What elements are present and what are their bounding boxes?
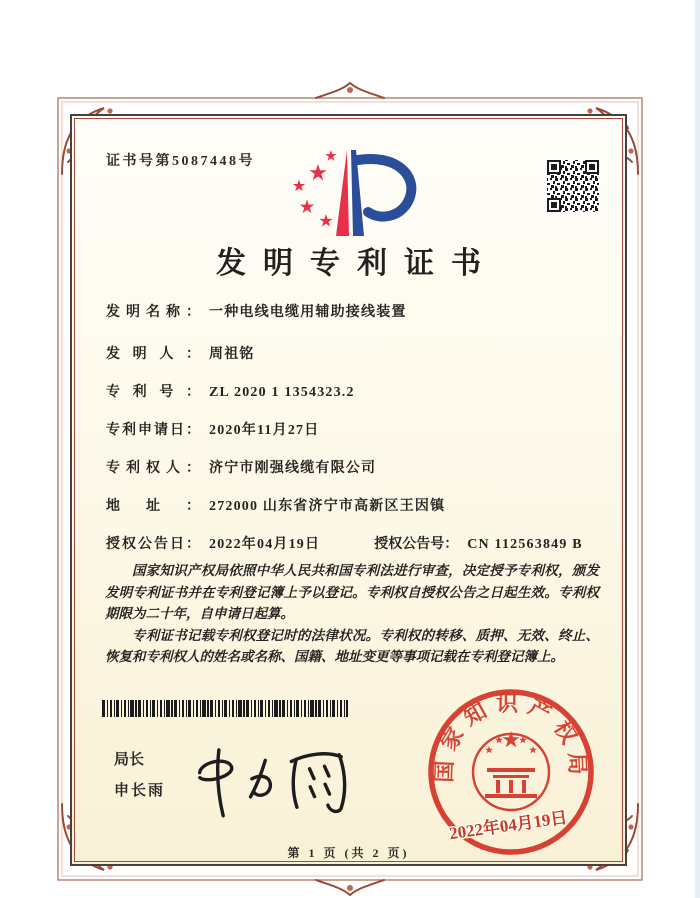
cnipa-logo-icon	[277, 144, 427, 240]
legal-paragraph-2: 专利证书记载专利权登记时的法律状况。专利权的转移、质押、无效、终止、恢复和专利权人的姓名或名称、国籍、地址变更等事项记载在专利登记簿上。	[105, 627, 599, 664]
field-value: 272000 山东省济宁市高新区王因镇	[209, 499, 446, 514]
national-emblem-icon	[473, 731, 549, 810]
certificate-number: 证书号第5087448号	[106, 154, 255, 169]
director-title: 局长	[114, 752, 145, 768]
field-label: 发明名称：	[106, 305, 200, 320]
field-row-inventor	[106, 345, 600, 365]
field-value: 济宁市刚强线缆有限公司	[209, 461, 377, 476]
field-list	[106, 303, 600, 573]
field-label: 专利申请日：	[106, 423, 200, 438]
field-label: 专利号：	[106, 385, 200, 400]
legal-paragraph-1: 国家知识产权局依照中华人民共和国专利法进行审查，决定授予专利权，颁发发明专利证书并在专利登记簿上予以登记。专利权自授权公告之日起生效。专利权期限为二十年，自申请日起算。	[105, 563, 599, 621]
field-row-invention-title	[106, 303, 600, 323]
grant-date-label: 授权公告日：	[106, 537, 200, 552]
grant-date-value: 2022年04月19日	[209, 537, 321, 552]
field-value: 一种电线电缆用辅助接线装置	[209, 305, 407, 320]
seal-date: 2022年04月19日	[447, 807, 569, 844]
field-label: 发明人：	[106, 347, 200, 362]
director-block	[114, 752, 165, 799]
scan-edge-artifact	[695, 0, 700, 898]
field-label: 地址：	[106, 499, 200, 514]
field-value: ZL 2020 1 1354323.2	[209, 385, 355, 400]
barcode-icon	[102, 700, 348, 717]
grant-number-label: 授权公告号：	[374, 537, 459, 552]
signature-icon	[180, 734, 370, 829]
director-name: 申长雨	[114, 783, 166, 799]
qr-code-icon	[545, 158, 601, 214]
field-label: 专利权人：	[106, 461, 200, 476]
field-row-patentee	[106, 459, 600, 479]
field-row-grant	[106, 535, 600, 555]
official-seal	[423, 684, 599, 860]
seal-agency-text: 国家知识产权局	[431, 691, 591, 784]
field-value: 2020年11月27日	[209, 423, 320, 438]
field-row-address	[106, 497, 600, 517]
field-row-patent-number	[106, 383, 600, 403]
page-footer: 第 1 页 (共 2 页)	[287, 846, 410, 860]
legal-text	[105, 560, 599, 668]
field-row-filing-date	[106, 421, 600, 441]
certificate-title: 发明专利证书	[216, 247, 498, 280]
grant-number-value: CN 112563849 B	[467, 537, 583, 552]
field-value: 周祖铭	[209, 347, 255, 362]
